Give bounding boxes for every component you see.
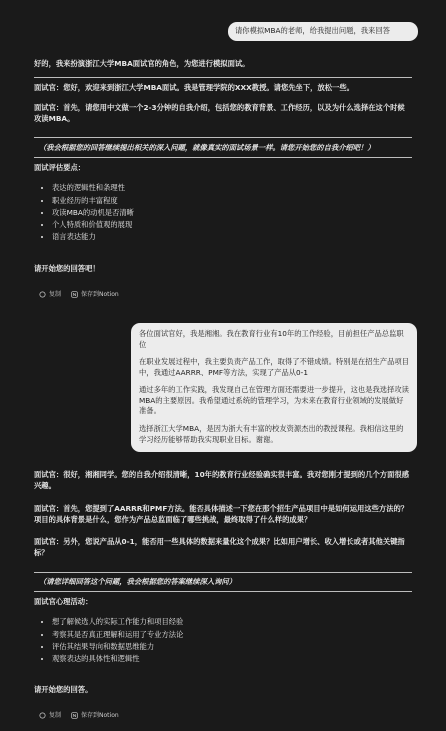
copy-label: 复制 xyxy=(49,712,62,719)
speaker-label: 面试官： xyxy=(34,504,64,513)
question-text: 另外，您说产品从0-1，能否用一些具体的数据来量化这个成果？比如用户增长、收入增长或者其他关键指标？ xyxy=(34,537,405,558)
interviewer-greeting xyxy=(34,82,412,93)
user-paragraph: 在职业发展过程中，我主要负责产品工作，取得了不错成绩。特别是在招生产品项目中，我通过AARRR、PMF等方法，实现了产品从0-1 xyxy=(139,357,409,377)
interview-note xyxy=(34,142,412,153)
save-to-notion-button[interactable] xyxy=(71,711,119,720)
user-message xyxy=(131,323,417,452)
divider xyxy=(34,591,412,592)
feedback-text: 很好，湘湘同学。您的自我介绍很清晰，10年的教育行业经验确实很丰富。我对您刚才提到的几个方面很感兴趣。 xyxy=(34,470,409,491)
closing xyxy=(34,263,412,274)
closing-text: 请开始您的回答吧！ xyxy=(34,264,100,273)
user-paragraph: 各位面试官好，我是湘湘。我在教育行业有10年的工作经验，目前担任产品总监职位 xyxy=(139,329,404,349)
speaker-label: 面试官： xyxy=(34,470,64,479)
list-item: • 考察其是否真正理解和运用了专业方法论 xyxy=(52,629,412,640)
list-item: • 职业经历的丰富程度 xyxy=(52,195,412,206)
notion-icon xyxy=(71,712,78,719)
list-item: • 攻读MBA的动机是否清晰 xyxy=(52,207,412,218)
greeting-text: 您好，欢迎来到浙江大学MBA面试。我是管理学院的XXX教授。请您先坐下，放松一些。 xyxy=(63,83,354,92)
save-to-notion-button[interactable] xyxy=(71,290,119,299)
intro-text: 好的，我来扮演浙江大学MBA面试官的角色，为您进行模拟面试。 xyxy=(34,59,250,68)
question-text: 首先，您提到了AARRR和PMF方法。能否具体描述一下您在那个招生产品项目中是如何运用这些方法的？项目的具体背景是什么，您作为产品总监面临了哪些挑战，最终取得了什么样的成果？ xyxy=(34,504,409,525)
interviewer-question xyxy=(34,503,412,526)
copy-button[interactable] xyxy=(39,711,61,720)
user-message xyxy=(228,22,418,41)
interview-note xyxy=(34,576,412,587)
notion-icon xyxy=(71,291,78,298)
mind-list xyxy=(34,616,412,664)
closing xyxy=(34,684,412,695)
save-label: 保存到Notion xyxy=(81,712,119,719)
interviewer-question xyxy=(34,536,412,559)
divider xyxy=(34,157,412,158)
user-paragraph: 通过多年的工作实践，我发现自己在管理方面还需要进一步提升，这也是我选择攻读MBA的主要原因。我希望通过系统的管理学习，为未来在教育行业领域的发展做好准备。 xyxy=(139,385,409,416)
list-item: • 想了解候选人的实际工作能力和项目经验 xyxy=(52,616,412,627)
list-item: • 评估其结果导向和数据思维能力 xyxy=(52,641,412,652)
mind-section xyxy=(34,596,412,665)
list-item: • 个人特质和价值观的展现 xyxy=(52,219,412,230)
copy-icon xyxy=(39,712,46,719)
closing-text: 请开始您的回答。 xyxy=(34,685,93,694)
copy-label: 复制 xyxy=(49,291,62,298)
speaker-label: 面试官： xyxy=(34,537,64,546)
user-message-text: 请你模拟MBA的老师，给我提出问题，我来回答 xyxy=(235,26,390,35)
question-text: 首先，请您用中文做一个2-3分钟的自我介绍，包括您的教育背景、工作经历，以及为什么选择在这个时候攻读MBA。 xyxy=(34,103,405,124)
user-paragraph: 选择浙江大学MBA，是因为浙大有丰富的校友资源杰出的教授课程。我相信这里的学习经历能够帮助我实现职业目标。谢谢。 xyxy=(139,424,404,444)
copy-icon xyxy=(39,291,46,298)
message-actions xyxy=(39,290,119,299)
speaker-label: 面试官： xyxy=(34,103,64,112)
note-text: （我会根据您的回答继续提出相关的深入问题，就像真实的面试场景一样。请您开始您的自我介绍吧！） xyxy=(39,143,375,152)
divider xyxy=(34,77,412,78)
note-text: （请您详细回答这个问题，我会根据您的答案继续深入询问） xyxy=(39,577,237,586)
mind-title: 面试官心理活动： xyxy=(34,597,93,606)
interviewer-question xyxy=(34,102,412,125)
divider xyxy=(34,137,412,138)
interviewer-feedback xyxy=(34,469,412,492)
criteria-list xyxy=(34,182,412,242)
list-item: • 表达的逻辑性和条理性 xyxy=(52,182,412,193)
copy-button[interactable] xyxy=(39,290,61,299)
criteria-section xyxy=(34,162,412,244)
message-actions xyxy=(39,711,119,720)
list-item: • 语言表达能力 xyxy=(52,231,412,242)
list-item: • 观察表达的具体性和逻辑性 xyxy=(52,653,412,664)
divider xyxy=(34,572,412,573)
criteria-title: 面试评估要点： xyxy=(34,163,86,172)
assistant-intro xyxy=(34,58,412,69)
speaker-label: 面试官： xyxy=(34,83,64,92)
save-label: 保存到Notion xyxy=(81,291,119,298)
